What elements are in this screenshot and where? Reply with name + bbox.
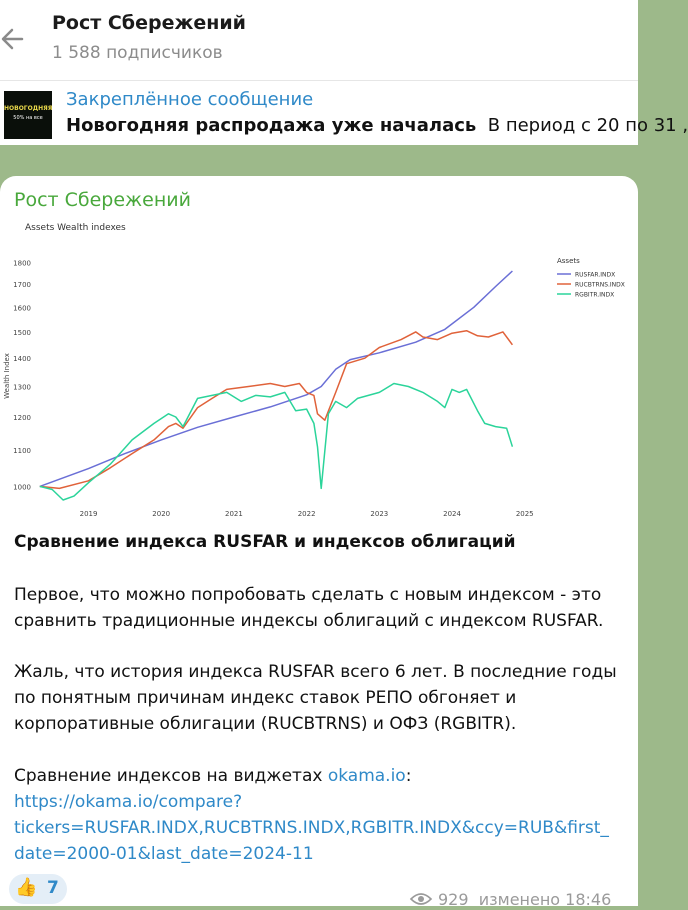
edited-time: изменено 18:46 [478, 890, 612, 909]
y-tick-label: 1000 [13, 483, 31, 492]
wealth-index-chart [0, 216, 638, 518]
x-tick-label: 2024 [443, 510, 461, 518]
paragraph-3-prefix: Сравнение индексов на виджетах [14, 766, 328, 786]
y-tick-label: 1200 [13, 413, 31, 422]
message-meta [410, 890, 611, 910]
view-count: 929 [438, 890, 469, 909]
subscriber-count: 1 588 подписчиков [52, 43, 223, 63]
pinned-preview-text: В период с 20 по 31 , [487, 115, 688, 136]
pinned-thumbnail [4, 91, 52, 139]
reaction-thumbs-up[interactable] [9, 874, 67, 904]
paragraph-3-suffix: : [405, 766, 412, 786]
x-tick-label: 2019 [79, 510, 98, 518]
legend-label: RGBITR.INDX [575, 291, 615, 299]
legend-title: Assets [557, 257, 580, 265]
message-heading: Сравнение индекса RUSFAR и индексов облигаций [14, 532, 516, 552]
y-tick-label: 1700 [13, 281, 31, 290]
message-paragraph-1: Первое, что можно попробовать сделать с новым индексом - это сравнить традиционные индексы облигаций с индексом RUSFAR. [14, 585, 604, 631]
x-tick-label: 2021 [225, 510, 243, 518]
message-paragraph-3 [14, 763, 626, 867]
y-tick-label: 1800 [13, 259, 31, 268]
eye-icon [410, 891, 432, 910]
y-tick-label: 1500 [13, 328, 31, 337]
compare-url-link[interactable]: https://okama.io/compare? tickers=RUSFAR.INDX,RUCBTRNS.INDX,RGBITR.INDX&ccy=RUB&first_ date=2000-01&last_date=2024-11 [14, 792, 609, 864]
pinned-title: Закреплённое сообщение [66, 89, 314, 110]
x-tick-label: 2023 [370, 510, 389, 518]
y-tick-label: 1300 [13, 383, 31, 392]
legend-label: RUCBTRNS.INDX [575, 281, 625, 289]
y-tick-label: 1600 [13, 304, 31, 313]
message-author[interactable]: Рост Сбережений [14, 189, 191, 211]
y-axis-label: Wealth Index [3, 353, 11, 399]
x-tick-label: 2022 [297, 510, 316, 518]
pinned-thumb-subtitle: 50% на все [13, 115, 43, 121]
channel-title[interactable]: Рост Сбережений [52, 12, 246, 34]
y-tick-label: 1100 [13, 447, 31, 456]
pinned-thumb-title: НОВОГОДНЯЯ [4, 105, 53, 112]
legend-label: RUSFAR.INDX [575, 271, 616, 279]
y-tick-label: 1400 [13, 355, 31, 364]
chart-image[interactable] [0, 216, 638, 518]
thumbs-up-icon: 👍 [15, 877, 38, 898]
pinned-preview-bold: Новогодняя распродажа уже началась [66, 115, 477, 136]
back-arrow-icon[interactable] [0, 22, 26, 56]
x-tick-label: 2025 [515, 510, 534, 518]
reaction-count: 7 [47, 878, 59, 898]
message-bubble [0, 176, 638, 909]
chart-title: Assets Wealth indexes [25, 223, 126, 233]
series-line-rgbitr-indx [40, 384, 513, 501]
message-paragraph-2: Жаль, что история индекса RUSFAR всего 6 лет. В последние годы по понятным причинам индекс ставок РЕПО обгоняет и корпоративные облигации (RUCBTRNS) и ОФЗ (RGBITR). [14, 662, 617, 734]
okama-link[interactable]: okama.io [327, 766, 406, 786]
series-line-rusfar-indx [40, 271, 513, 486]
pinned-message-bar[interactable] [0, 81, 688, 145]
x-tick-label: 2020 [152, 510, 171, 518]
chat-header [0, 0, 638, 81]
pinned-preview [66, 115, 688, 136]
